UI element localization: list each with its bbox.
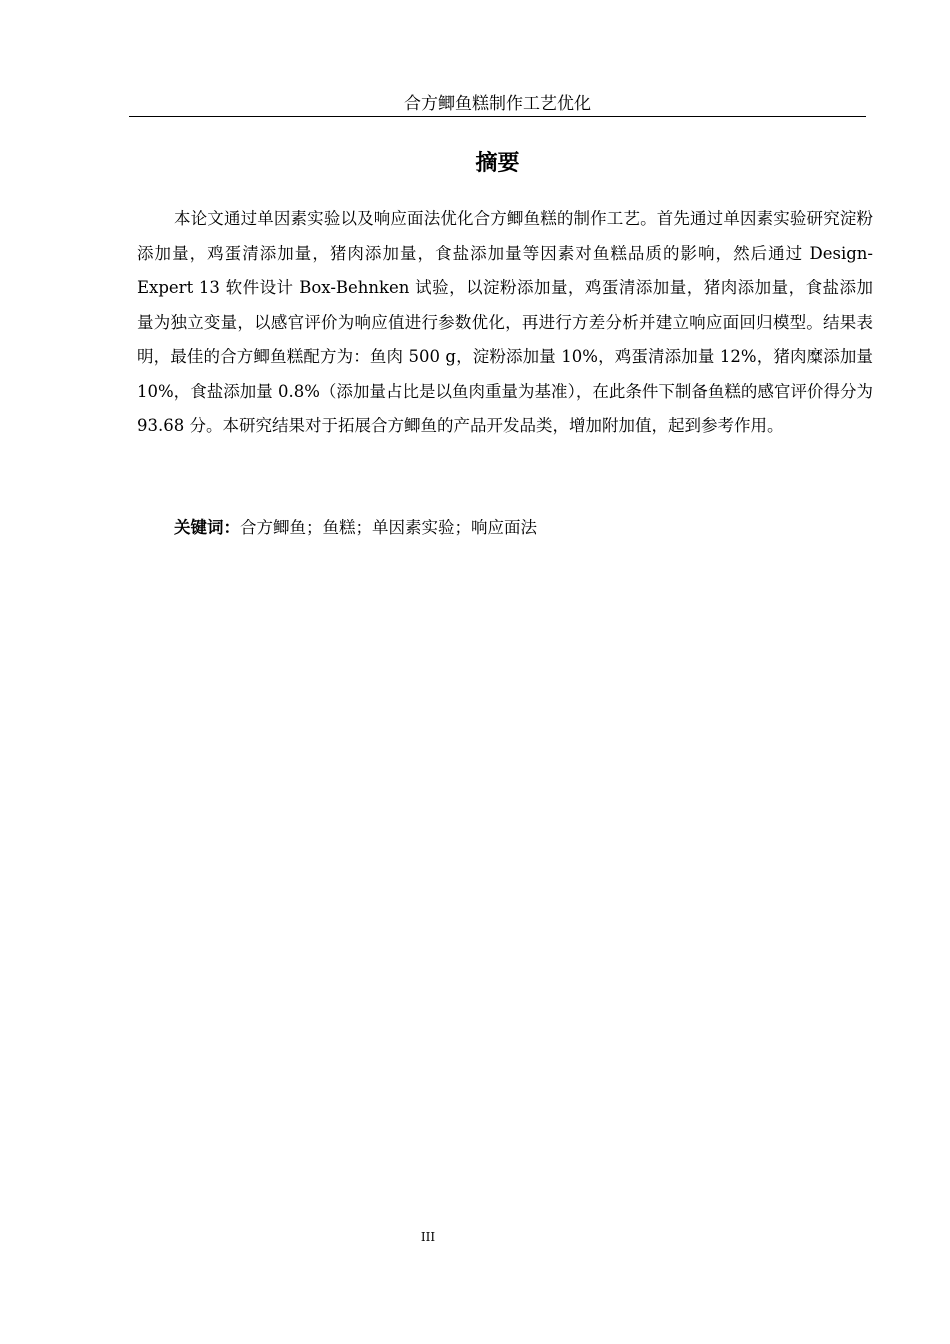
abstract-title: 摘要 bbox=[475, 151, 520, 176]
keywords-label: 关键词： bbox=[174, 518, 240, 537]
page-number: III bbox=[420, 1230, 436, 1244]
abstract-body: 本论文通过单因素实验以及响应面法优化合方鲫鱼糕的制作工艺。首先通过单因素实验研究淀粉添加量，鸡蛋清添加量，猪肉添加量，食盐添加量等因素对鱼糕品质的影响，然后通过 Design-Expert 13 软件设计 Box-Behnken 试验，以淀粉添加量，鸡蛋清添加量，猪肉添加量，食盐添加量为独立变量，以感官评价为响应值进行参数优化，再进行方差分析并建立响应面回归模型。结果表明，最佳的合方鲫鱼糕配方为：鱼肉 500 g，淀粉添加量 10%，鸡蛋清添加量 12%，猪肉糜添加量 10%，食盐添加量 0.8%（添加量占比是以鱼肉重量为基准），在此条件下制备鱼糕的感官评价得分为 93.68 分。本研究结果对于拓展合方鲫鱼的产品开发品类，增加附加值，起到参考作用。 bbox=[137, 209, 873, 435]
keywords-line bbox=[174, 511, 874, 546]
running-header bbox=[129, 92, 866, 117]
keywords-text: 合方鲫鱼；鱼糕；单因素实验；响应面法 bbox=[240, 518, 537, 537]
running-header-title: 合方鲫鱼糕制作工艺优化 bbox=[404, 94, 591, 114]
